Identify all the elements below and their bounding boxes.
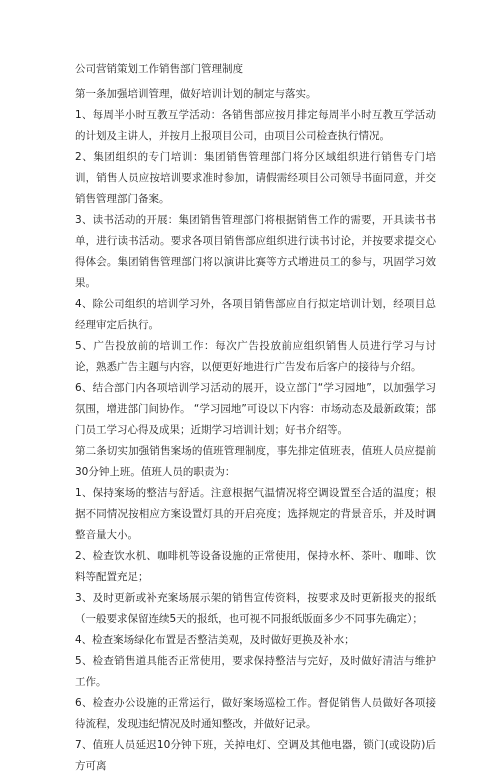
paragraph: 4、检查案场绿化布置是否整洁美观，及时做好更换及补水；: [75, 634, 355, 646]
paragraph: 第一条加强培训管理，做好培训计划的制定与落实。: [75, 88, 317, 100]
paragraph: 3、读书活动的开展：集团销售管理部门将根据销售工作的需要，开具读书书单，进行读书活动。要求各项目销售部应组织进行读书讨论，并按要求提交心得体会。集团销售管理部门将以演讲比赛等方式增进员工的参与，巩固学习效果。: [75, 214, 436, 289]
paragraph: 1、每周半小时互教互学活动：各销售部应按月排定每周半小时互教互学活动的计划及主讲人，并按月上报项目公司，由项目公司检查执行情况。: [75, 109, 436, 142]
paragraph: 3、及时更新或补充案场展示架的销售宣传资料，按要求及时更新报夹的报纸（一般要求保留连续5天的报纸，也可视不同报纸版面多少不同事先确定）；: [75, 592, 436, 625]
document-title: 公司营销策划工作销售部门管理制度: [75, 63, 243, 75]
paragraph: 2、集团组织的专门培训：集团销售管理部门将分区域组织进行销售专门培训，销售人员应按培训要求准时参加，请假需经项目公司领导书面同意，并交销售管理部门备案。: [75, 151, 436, 205]
paragraph: 6、检查办公设施的正常运行，做好案场巡检工作。督促销售人员做好各项接待流程，发现违纪情况及时通知整改，并做好记录。: [75, 697, 436, 730]
paragraph: 4、除公司组织的培训学习外，各项目销售部应自行拟定培训计划，经项目总经理审定后执行。: [75, 298, 436, 331]
paragraph: 6、结合部门内各项培训学习活动的展开，设立部门“学习园地”，以加强学习氛围，增进部门间协作。 “学习园地”可设以下内容：市场动态及最新政策；部门员工学习心得及成果；近期学习培训计划；好书介绍等。: [75, 382, 436, 436]
paragraph: 5、检查销售道具能否正常使用，要求保持整洁与完好，及时做好清洁与维护工作。: [75, 655, 436, 688]
paragraph: 第二条切实加强销售案场的值班管理制度，事先排定值班表，值班人员应提前30分钟上班。值班人员的职责为：: [75, 445, 436, 478]
paragraph: 7、值班人员延迟10分钟下班，关掉电灯、空调及其他电器，锁门(或设防)后方可离: [75, 739, 436, 772]
paragraph: 5、广告投放前的培训工作：每次广告投放前应组织销售人员进行学习与讨论，熟悉广告主题与内容，以便更好地进行广告发布后客户的接待与介绍。: [75, 340, 436, 373]
paragraph: 2、检查饮水机、咖啡机等设备设施的正常使用，保持水杯、茶叶、咖啡、饮料等配置充足；: [75, 550, 436, 583]
paragraph: 1、保持案场的整洁与舒适。注意根据气温情况将空调设置至合适的温度；根据不同情况按相应方案设置灯具的开启亮度；选择规定的背景音乐，并及时调整音量大小。: [75, 487, 436, 541]
